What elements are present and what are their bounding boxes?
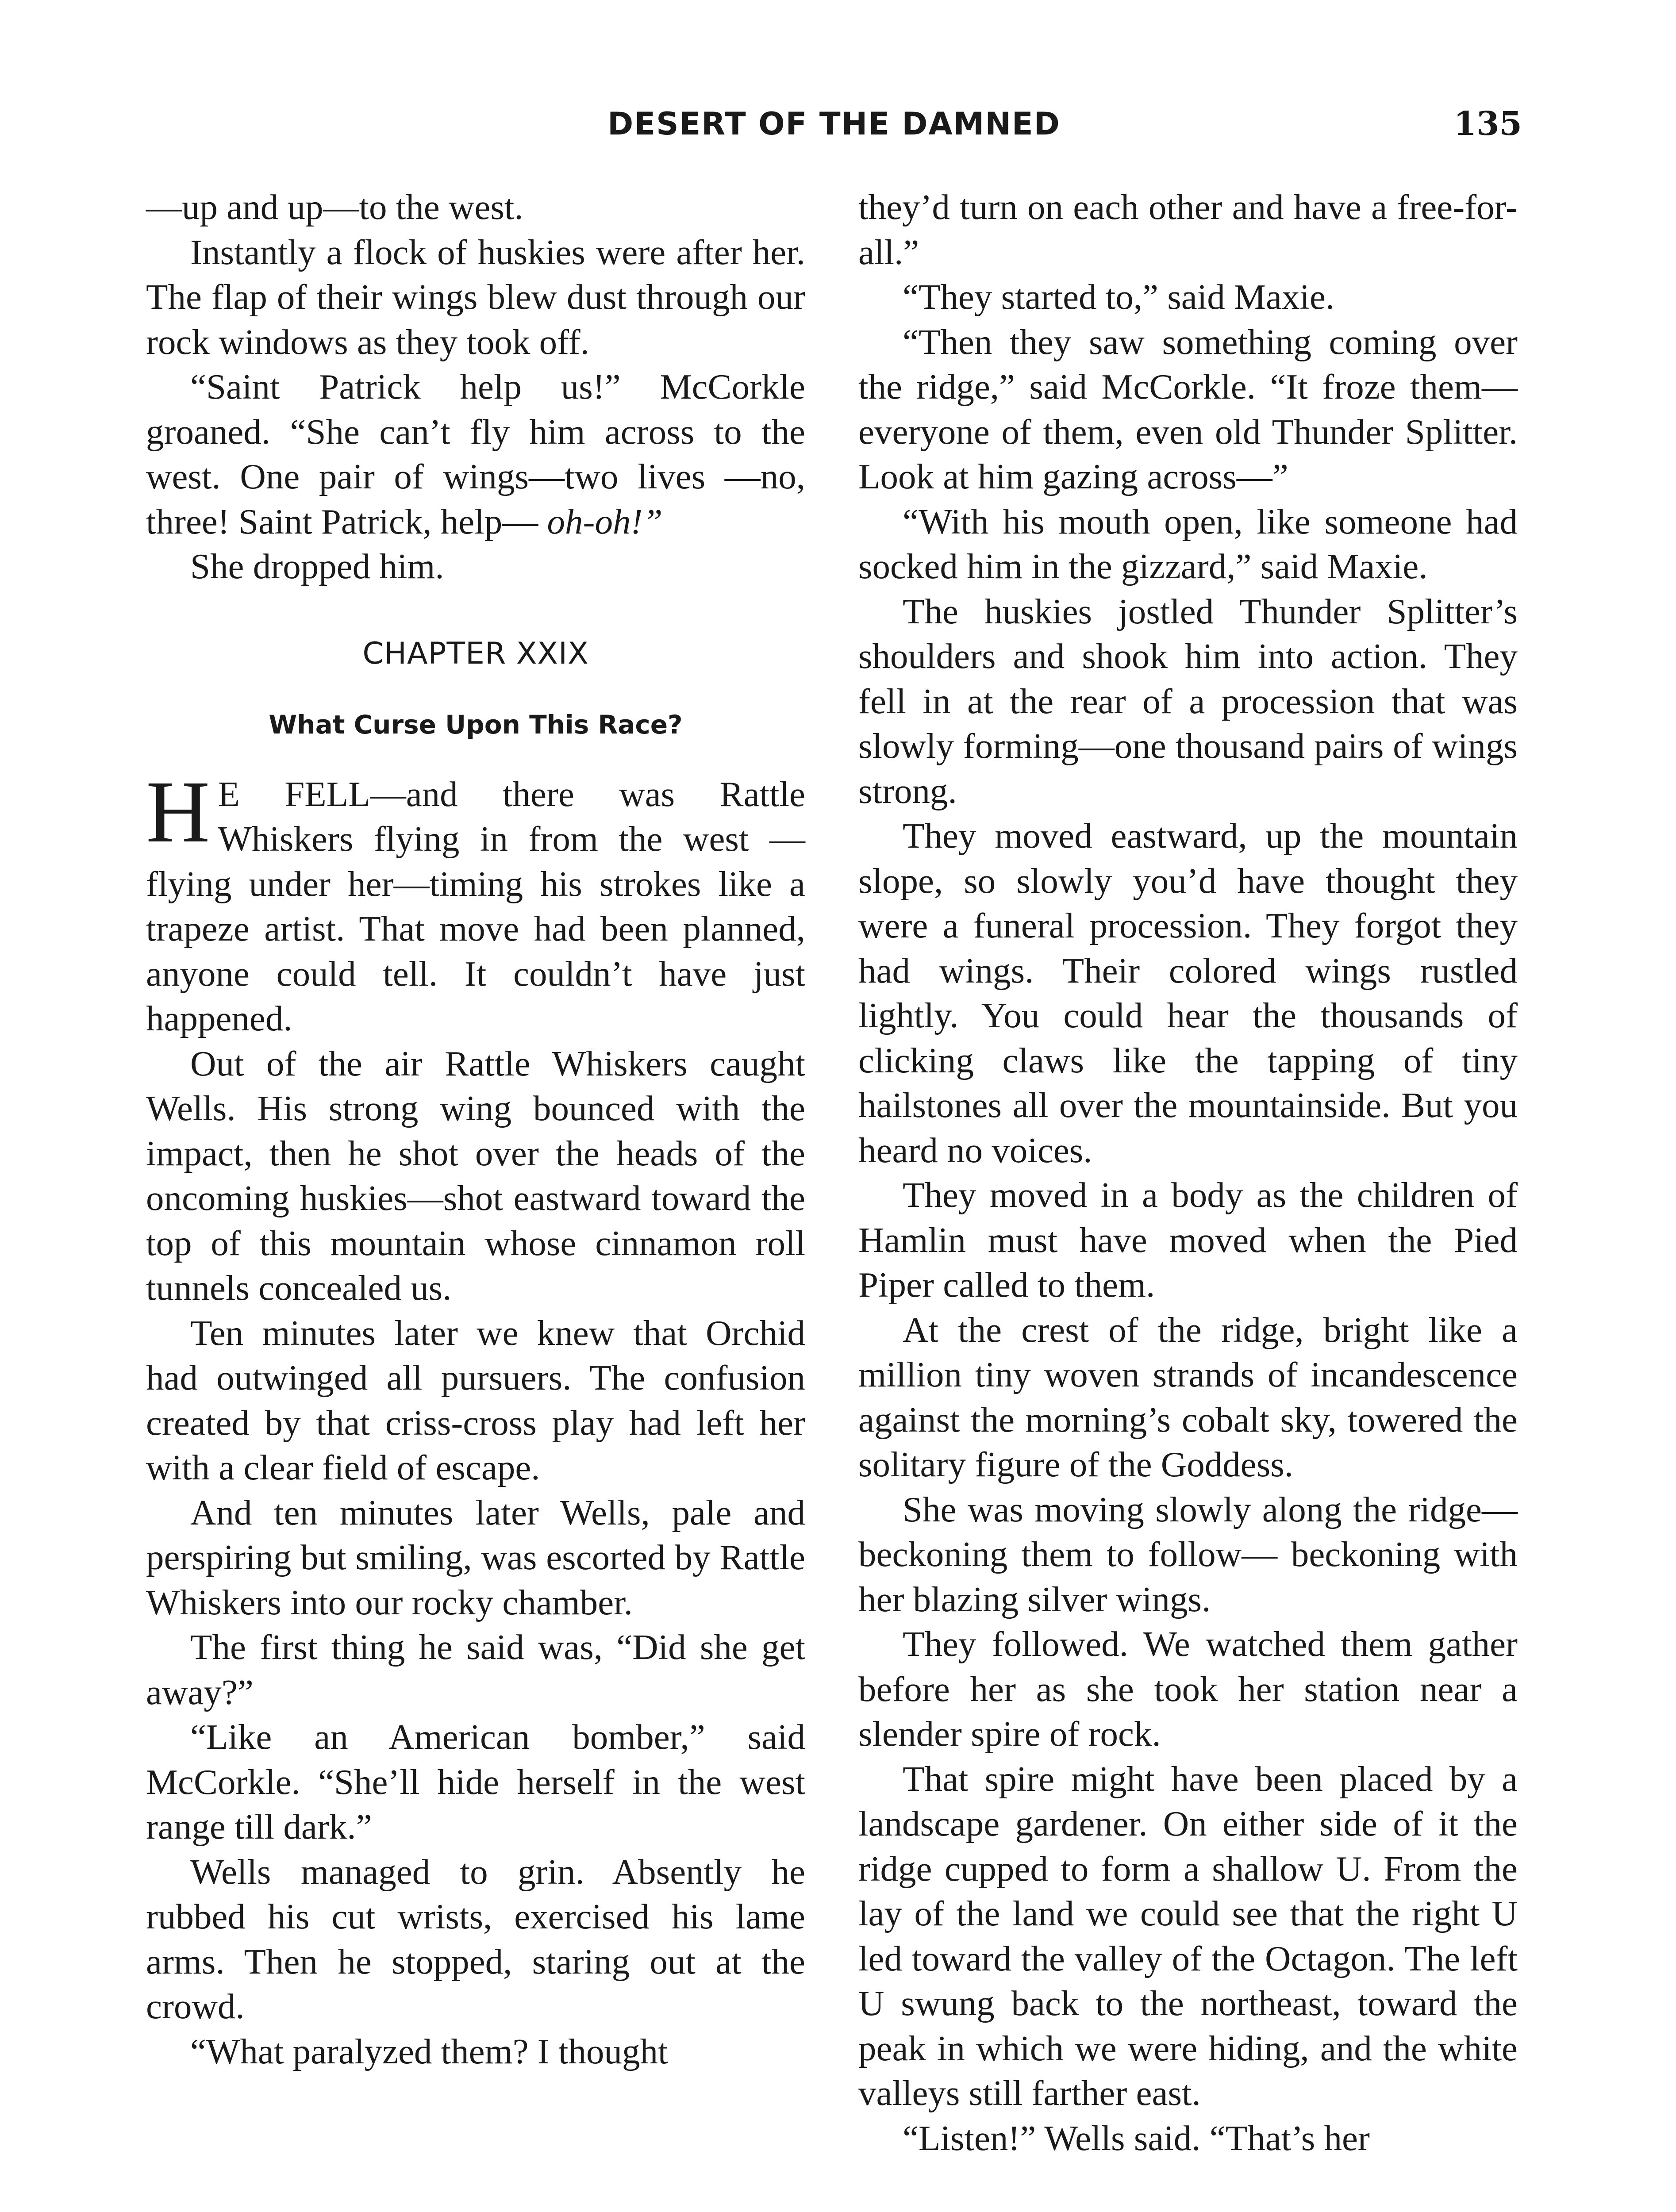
page-number: 135	[1453, 105, 1522, 143]
italic-exclamation: oh-oh!”	[547, 501, 663, 541]
paragraph-text: “Saint Patrick help us!” McCorkle groaned. “She can’t fly him across to the west. One pair of wings—two lives —no, three! Saint Patrick, help—	[146, 367, 805, 541]
paragraph: And ten minutes later Wells, pale and perspiring but smiling, was escorted by Rattle Whiskers into our rocky chamber.	[146, 1492, 805, 1622]
paragraph: “Like an American bomber,” said McCorkle. “She’ll hide herself in the west range till dark.”	[146, 1717, 805, 1847]
paragraph: “Then they saw something coming over the ridge,” said McCorkle. “It froze them—everyone of them, even old Thunder Splitter. Look at him gazing across—”	[858, 322, 1518, 496]
running-title: DESERT OF THE DAMNED	[607, 106, 1061, 142]
paragraph: At the crest of the ridge, bright like a million tiny woven strands of incandescence against the morning’s cobalt sky, towered the solitary figure of the Goddess.	[858, 1310, 1518, 1484]
paragraph: That spire might have been placed by a landscape gardener. On either side of it the ridge cupped to form a shallow U. From the lay of the land we could see that the right U led toward the valley of the Octagon. The left U swung back to the northeast, toward the peak in which we were hiding, and the white valleys still farther east.	[858, 1759, 1518, 2113]
paragraph: She was moving slowly along the ridge—beckoning them to follow— beckoning with her blazing silver wings.	[858, 1489, 1518, 1619]
paragraph: “Listen!” Wells said. “That’s her	[903, 2118, 1370, 2158]
right-column	[858, 185, 1518, 2161]
paragraph: —up and up—to the west.	[146, 187, 523, 227]
paragraph: “What paralyzed them? I thought	[190, 2031, 668, 2071]
paragraph: She dropped him.	[190, 546, 444, 586]
paragraph: Instantly a flock of huskies were after her. The flap of their wings blew dust through our rock windows as they took off.	[146, 232, 805, 362]
paragraph: Ten minutes later we knew that Orchid had outwinged all pursuers. The confusion created by that criss-cross play had left her with a clear field of escape.	[146, 1313, 805, 1487]
chapter-subtitle: What Curse Upon This Race?	[269, 710, 683, 740]
paragraph: The first thing he said was, “Did she get away?”	[146, 1627, 805, 1712]
paragraph: they’d turn on each other and have a free-for-all.”	[858, 187, 1518, 272]
paragraph	[146, 365, 805, 544]
paragraph: They moved in a body as the children of Hamlin must have moved when the Pied Piper called to them.	[858, 1175, 1518, 1305]
chapter-title: CHAPTER XXIX	[362, 636, 589, 671]
opening-paragraph	[146, 763, 805, 1041]
paragraph: Out of the air Rattle Whiskers caught Wells. His strong wing bounced with the impact, then he shot over the heads of the oncoming huskies—shot eastward toward the top of this mountain whose cinnamon roll tunnels concealed us.	[146, 1043, 805, 1308]
paragraph: They moved eastward, up the mountain slope, so slowly you’d have thought they were a funeral procession. They forgot they had wings. Their colored wings rustled lightly. You could hear the thousands of clicking claws like the tapping of tiny hailstones all over the mountainside. But you heard no voices.	[858, 816, 1518, 1170]
drop-cap: H	[146, 763, 210, 861]
paragraph: “With his mouth open, like someone had socked him in the gizzard,” said Maxie.	[858, 501, 1518, 586]
paragraph: They followed. We watched them gather before her as she took her station near a slender spire of rock.	[858, 1624, 1518, 1754]
running-header	[146, 100, 1522, 148]
paragraph: “They started to,” said Maxie.	[903, 277, 1335, 317]
paragraph: The huskies jostled Thunder Splitter’s shoulders and shook him into action. They fell in at the rear of a procession that was slowly forming—one thousand pairs of wings strong.	[858, 591, 1518, 811]
paragraph: Wells managed to grin. Absently he rubbed his cut wrists, exercised his lame arms. Then he stopped, staring out at the crowd.	[146, 1851, 805, 2026]
paragraph-text: E FELL—and there was Rattle Whiskers flying in from the west —flying under her—timing his strokes like a trapeze artist. That move had been planned, anyone could tell. It couldn’t have just happened.	[146, 774, 805, 1038]
left-column	[146, 185, 805, 2074]
